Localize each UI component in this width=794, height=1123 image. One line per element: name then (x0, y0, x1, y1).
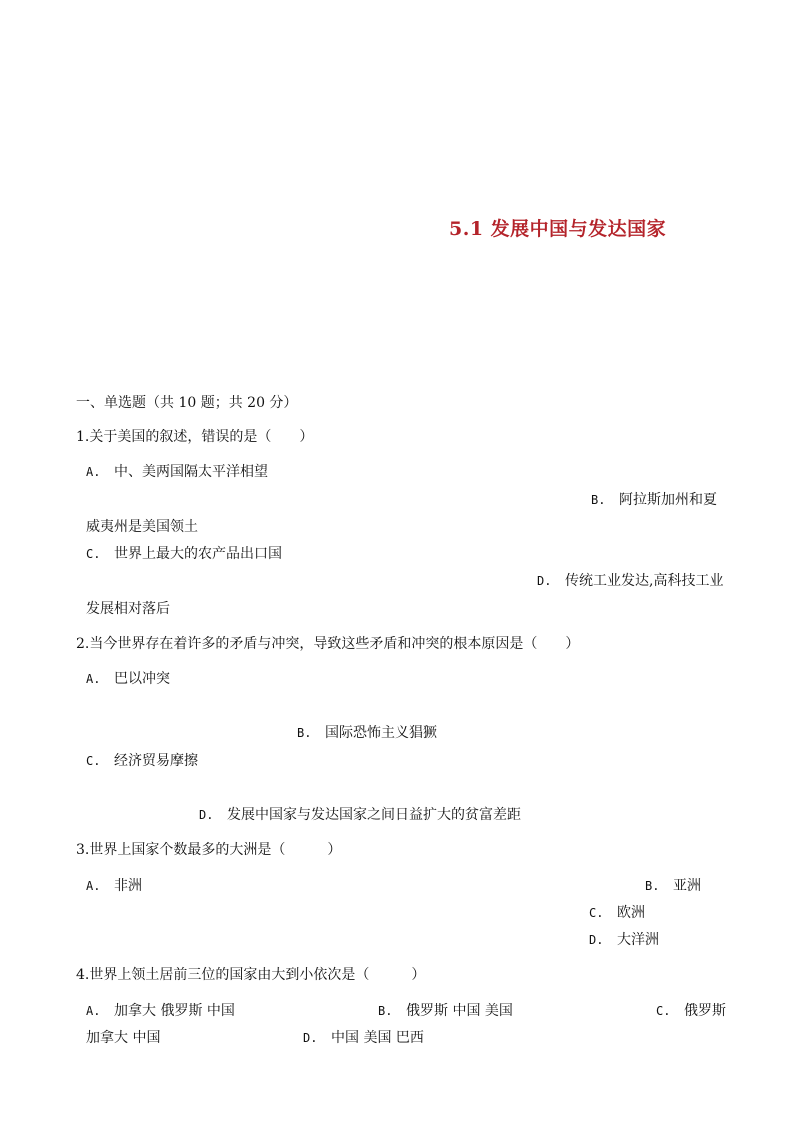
question-4-option-c-continued: 加拿大 中国 (86, 1030, 161, 1046)
option-text: 经济贸易摩擦 (114, 753, 198, 769)
option-letter: B. (645, 879, 660, 893)
option-letter: B. (378, 1004, 393, 1018)
option-text: 俄罗斯 中国 美国 (406, 1003, 513, 1019)
option-letter: B. (297, 726, 312, 740)
option-letter: B. (591, 493, 606, 507)
question-3-option-b[interactable] (645, 877, 701, 895)
option-letter: C. (86, 754, 101, 768)
question-4-option-a[interactable] (86, 1002, 235, 1020)
question-2-option-c[interactable] (86, 752, 198, 770)
question-2-option-a[interactable] (86, 670, 170, 688)
question-2-option-b[interactable] (297, 724, 437, 742)
option-text: 大洋洲 (617, 932, 659, 948)
question-4-option-d[interactable] (303, 1029, 424, 1047)
option-text: 加拿大 俄罗斯 中国 (114, 1003, 235, 1019)
question-1-option-a[interactable] (86, 463, 268, 481)
question-1-option-d[interactable] (537, 572, 723, 590)
option-letter: D. (537, 574, 552, 588)
option-text: 传统工业发达,高科技工业 (565, 573, 724, 589)
document-title: 5.1 发展中国与发达国家 (449, 218, 667, 240)
question-1-stem: 1.关于美国的叙述，错误的是（ ） (76, 429, 314, 445)
option-text: 中、美两国隔太平洋相望 (114, 464, 268, 480)
option-letter: A. (86, 879, 101, 893)
option-text: 中国 美国 巴西 (331, 1030, 424, 1046)
option-letter: C. (86, 547, 101, 561)
option-text: 国际恐怖主义猖獗 (325, 725, 437, 741)
option-text: 阿拉斯加州和夏 (619, 492, 717, 508)
question-1-option-c[interactable] (86, 545, 282, 563)
option-letter: C. (589, 906, 604, 920)
option-letter: A. (86, 1004, 101, 1018)
option-letter: C. (656, 1004, 671, 1018)
option-letter: A. (86, 672, 101, 686)
option-letter: D. (303, 1031, 318, 1045)
question-1-option-b-continued: 威夷州是美国领土 (86, 519, 198, 535)
question-2-stem: 2.当今世界存在着许多的矛盾与冲突，导致这些矛盾和冲突的根本原因是（ ） (76, 636, 580, 652)
option-text: 巴以冲突 (114, 671, 170, 687)
question-3-option-a[interactable] (86, 877, 142, 895)
question-4-option-c[interactable] (656, 1002, 726, 1020)
question-3-option-c[interactable] (589, 904, 645, 922)
question-4-stem: 4.世界上领土居前三位的国家由大到小依次是（ ） (76, 967, 426, 983)
question-1-option-d-continued: 发展相对落后 (86, 601, 170, 617)
option-letter: A. (86, 465, 101, 479)
option-text: 欧洲 (617, 905, 645, 921)
option-text: 世界上最大的农产品出口国 (114, 546, 282, 562)
option-text: 俄罗斯 (684, 1003, 726, 1019)
question-3-option-d[interactable] (589, 931, 659, 949)
option-letter: D. (199, 808, 214, 822)
option-letter: D. (589, 933, 604, 947)
question-1-option-b[interactable] (591, 491, 717, 509)
option-text: 非洲 (114, 878, 142, 894)
option-text: 亚洲 (673, 878, 701, 894)
question-4-option-b[interactable] (378, 1002, 513, 1020)
option-text: 发展中国家与发达国家之间日益扩大的贫富差距 (227, 807, 521, 823)
question-2-option-d[interactable] (199, 806, 521, 824)
section-heading: 一、单选题（共 10 题；共 20 分） (76, 395, 298, 411)
question-3-stem: 3.世界上国家个数最多的大洲是（ ） (76, 842, 342, 858)
